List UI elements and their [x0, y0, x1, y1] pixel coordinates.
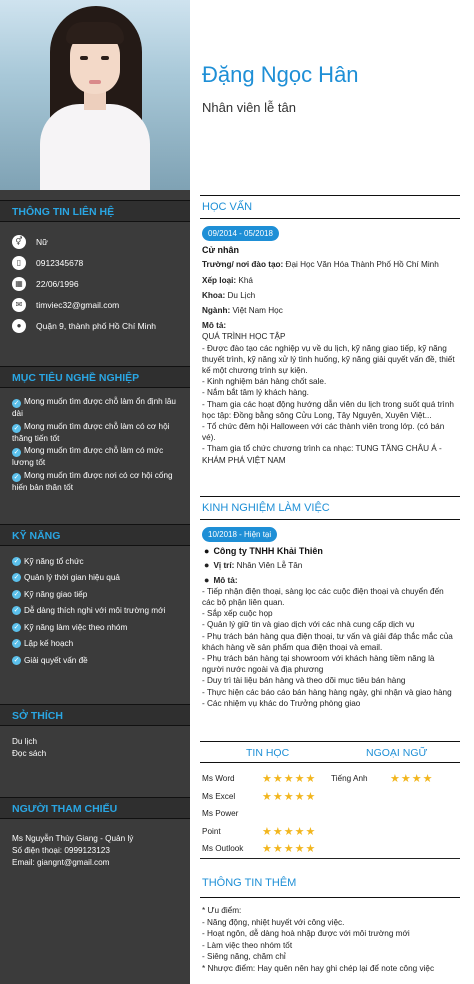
school-value: Đại Học Văn Hóa Thành Phố Hồ Chí Minh — [283, 260, 439, 270]
goals-section — [0, 366, 190, 494]
reference-line: Email: giangnt@gmail.com — [12, 858, 110, 867]
contact-value: 0912345678 — [36, 257, 84, 268]
check-icon: ✓ — [13, 424, 20, 432]
goal-item — [12, 445, 180, 469]
contact-title: THÔNG TIN LIÊN HỆ — [0, 200, 190, 222]
contact-item — [0, 231, 190, 252]
phone-icon: ▯ — [12, 256, 26, 270]
rating-stars: ★★★★★ — [262, 825, 317, 838]
skill-item — [0, 636, 190, 653]
company-name: Công ty TNHH Khải Thiên — [213, 546, 323, 557]
education-description — [202, 331, 460, 465]
extra-line: - Làm việc theo nhóm tốt — [202, 940, 293, 950]
education-degree: Cử nhân — [202, 245, 240, 256]
rating-stars: ★★★★ — [390, 773, 434, 785]
profile-photo — [0, 0, 190, 190]
goal-text: Mong muốn tìm được chỗ làm ổn định lâu dài — [12, 397, 176, 418]
skills-rating-header — [200, 741, 460, 763]
gender-icon: ⚥ — [12, 235, 26, 249]
education-desc-line: QUÁ TRÌNH HỌC TẬP — [202, 332, 286, 342]
contact-value: Nữ — [36, 236, 48, 247]
experience-desc-line: - Quản lý giữ tin và giao dịch với các nhà cung cấp dịch vụ — [202, 620, 415, 630]
rank-value: Khá — [236, 275, 253, 285]
skill-text: Lập kế hoạch — [24, 639, 74, 649]
goal-text: Mong muốn tìm được chỗ làm có mức lương tốt — [12, 446, 164, 467]
hobbies-list — [0, 736, 190, 760]
extra-title: THÔNG TIN THÊM — [200, 870, 460, 898]
reference-section — [0, 797, 190, 869]
contact-item — [0, 294, 190, 315]
it-skill-name: Ms Power — [202, 809, 239, 818]
language-title: NGOẠI NGỮ — [366, 747, 428, 759]
experience-description — [202, 586, 460, 709]
rank-label: Xếp loại: — [202, 275, 237, 285]
education-desc-line: - Tổ chức đêm hội Halloween với các thành viên trong lớp. (có bán — [202, 422, 445, 432]
education-desc-line: thuyết trình, kỹ năng xử lý tình huống, kỹ năng giải quyết vấn đề, thiết — [202, 354, 455, 364]
position-label: Vị trí: — [213, 561, 235, 571]
skill-text: Kỹ năng giao tiếp — [24, 589, 88, 599]
goals-title: MỤC TIÊU NGHỀ NGHIỆP — [0, 366, 190, 388]
education-desc-line: kế một chương trình sự kiện. — [202, 366, 308, 376]
extra-list — [202, 905, 460, 975]
reference-title: NGƯỜI THAM CHIẾU — [0, 797, 190, 819]
education-desc-line: - Tham gia các hoạt động hướng dẫn viên du lịch trong suốt quá trình — [202, 399, 454, 409]
school-label: Trường/ nơi đào tạo: — [202, 260, 284, 270]
education-desc-line: - Được đào tạo các nghiệp vụ về du lịch, kỹ năng giao tiếp, kỹ năng — [202, 343, 447, 353]
it-skill-name: Ms Outlook — [202, 844, 244, 853]
major-value: Việt Nam Học — [230, 306, 283, 316]
contact-list — [0, 231, 190, 336]
experience-desc-line: - Sắp xếp cuộc họp — [202, 609, 273, 619]
hobbies-section — [0, 704, 190, 760]
check-icon: ✓ — [13, 557, 20, 565]
email-icon: ✉ — [12, 298, 26, 312]
experience-desc-line: - Các nhiệm vụ khác do Trưởng phòng giao — [202, 698, 361, 708]
location-icon: ● — [12, 319, 26, 333]
check-icon: ✓ — [13, 623, 20, 631]
hobbies-title: SỞ THÍCH — [0, 704, 190, 726]
education-title: HỌC VẤN — [200, 195, 460, 219]
skill-item — [0, 570, 190, 587]
education-period: 09/2014 - 05/2018 — [202, 226, 279, 241]
extra-line: * Nhược điểm: Hay quên nên hay ghi chép lại để note công việc — [202, 963, 435, 973]
experience-desc-line: người nước ngoài và địa phương — [202, 665, 324, 675]
skill-text: Dễ dàng thích nghi với môi trường mới — [24, 606, 166, 616]
hobby-item: Đọc sách — [12, 749, 47, 758]
faculty-label: Khoa: — [202, 290, 226, 300]
check-icon: ✓ — [13, 656, 20, 664]
skill-item — [0, 603, 190, 620]
skills-section — [0, 524, 190, 669]
experience-desc-line: - Phụ trách bán hàng qua điện thoại, tư vấn và giải đáp thắc mắc của — [202, 631, 453, 641]
experience-desc-label: Mô tả: — [213, 575, 238, 585]
skill-item — [0, 553, 190, 570]
goal-item — [12, 421, 180, 445]
skill-text: Kỹ năng làm việc theo nhóm — [24, 622, 128, 632]
education-desc-line: - Nắm bắt tâm lý khách hàng. — [202, 388, 309, 398]
rating-stars: ★★★★★ — [262, 790, 317, 803]
contact-item — [0, 273, 190, 294]
extra-line: * Ưu điểm: — [202, 906, 242, 915]
candidate-name: Đặng Ngọc Hân — [202, 62, 359, 87]
check-icon: ✓ — [13, 590, 20, 598]
skills-list — [0, 553, 190, 669]
education-desc-line: - Kinh nghiệm bán hàng chốt sale. — [202, 377, 327, 387]
major-label: Ngành: — [202, 306, 231, 316]
skill-text: Giải quyết vấn đề — [24, 655, 88, 665]
contact-value: Quận 9, thành phố Hồ Chí Minh — [36, 320, 157, 331]
goals-list — [0, 396, 190, 493]
skill-text: Quản lý thời gian hiệu quả — [24, 573, 120, 583]
experience-title: KINH NGHIỆM LÀM VIỆC — [200, 496, 460, 520]
language-name: Tiếng Anh — [331, 774, 368, 783]
check-icon: ✓ — [13, 640, 20, 648]
contact-item — [0, 315, 190, 336]
rating-stars: ★★★★★ — [262, 773, 317, 785]
skills-title: KỸ NĂNG — [0, 524, 190, 546]
divider — [200, 858, 460, 859]
experience-period: 10/2018 - Hiện tại — [202, 527, 277, 542]
skill-item — [0, 652, 190, 669]
contact-section — [0, 200, 190, 336]
experience-desc-line: - Thực hiện các báo cáo bán hàng hàng ngày, ghi nhận và giao hàng — [202, 687, 452, 697]
check-icon: ✓ — [13, 449, 20, 456]
skill-text: Kỹ năng tổ chức — [24, 556, 84, 566]
goal-item — [12, 396, 180, 420]
experience-desc-line: khách hàng về sản phẩm qua điện thoại và email. — [202, 642, 383, 652]
hobby-item: Du lịch — [12, 737, 38, 746]
extra-line: - Siêng năng, chăm chỉ — [202, 952, 286, 962]
education-body — [202, 226, 460, 466]
faculty-value: Du Lịch — [225, 290, 256, 300]
skill-item — [0, 586, 190, 603]
it-title: TIN HỌC — [246, 747, 290, 759]
experience-desc-line: các bộ phận liên quan. — [202, 598, 285, 608]
experience-desc-line: - Duy trì tài liệu bán hàng và theo dõi mục tiêu bán hàng — [202, 676, 406, 686]
position-value: Nhân Viên Lễ Tân — [234, 561, 303, 571]
it-skill-name: Ms Word — [202, 774, 235, 783]
sidebar — [0, 0, 190, 984]
check-icon: ✓ — [13, 400, 20, 407]
experience-desc-line: - Phụ trách bán hàng tại showroom với khách hàng tiềm năng là — [202, 654, 435, 664]
education-desc-line: KHÁM PHÁ VIỆT NAM — [202, 455, 286, 465]
it-skill-name: Point — [202, 826, 221, 836]
rating-stars: ★★★★★ — [262, 843, 317, 855]
goal-text: Mong muốn tìm được chỗ làm có cơ hội thăng tiến tốt — [12, 421, 170, 443]
reference-list — [0, 833, 190, 869]
check-icon: ✓ — [13, 574, 20, 582]
contact-value: timviec32@gmail.com — [36, 299, 120, 310]
education-desc-line: - Tham gia tổ chức chương trình ca nhạc: TUNG TĂNG CHÂU Á - — [202, 444, 442, 454]
reference-line: Ms Nguyễn Thùy Giang - Quản lý — [12, 834, 134, 843]
goal-item — [12, 470, 180, 494]
reference-line: Số điện thoại: 0999123123 — [12, 846, 110, 855]
experience-desc-line: - Tiếp nhận điện thoại, sàng lọc các cuộc điện thoại và chuyển đến — [202, 586, 444, 596]
contact-value: 22/06/1996 — [36, 278, 79, 289]
it-skill-name: Ms Excel — [202, 791, 236, 801]
check-icon: ✓ — [13, 473, 20, 481]
job-title: Nhân viên lễ tân — [202, 100, 296, 115]
skill-item — [0, 619, 190, 636]
check-icon: ✓ — [13, 607, 20, 615]
education-desc-line: học tập: Đồng bằng sông Cửu Long, Tây Nguyên, Xuyên Việt... — [202, 410, 432, 420]
experience-body: 10/2018 - Hiện tại ● Công ty TNHH Khải Thiên ● Vị trí: Nhân Viên Lễ Tân ● Mô tả: - Tiếp nhận điện thoại, sàng lọc các cuộc điện thoại và chuyển đến các bộ phận liên quan. - Sắp xếp cuộc họp - Quản lý giữ tin và giao dịch với các nhà cung cấp dịch vụ - Phụ trách bán hàng qua điện thoại, tư vấn và giải đáp thắc mắc của khách hàng về sản phẩm qua điện thoại và email. - Phụ trách bán hàng tại showroom với khách hàng tiềm năng là người nước ngoài và địa phương - Duy trì tài liệu bán hàng và theo dõi mục tiêu bán hàng - Thực hiện các báo cáo bán hàng hàng ngày, ghi nhận và giao hàng - Các nhiệm vụ khác do Trưởng phòng giao — [202, 527, 460, 709]
education-desc-line: vé). — [202, 433, 216, 443]
extra-line: - Năng động, nhiệt huyết với công việc. — [202, 917, 345, 927]
contact-item — [0, 252, 190, 273]
goal-text: Mong muốn tìm được nơi có cơ hội cống hiến bản thân tốt — [12, 470, 173, 492]
education-desc-label: Mô tả: — [202, 321, 227, 331]
extra-line: - Hoạt ngôn, dễ dàng hoà nhập được với môi trường mới — [202, 929, 410, 939]
calendar-icon: ▦ — [12, 277, 26, 291]
